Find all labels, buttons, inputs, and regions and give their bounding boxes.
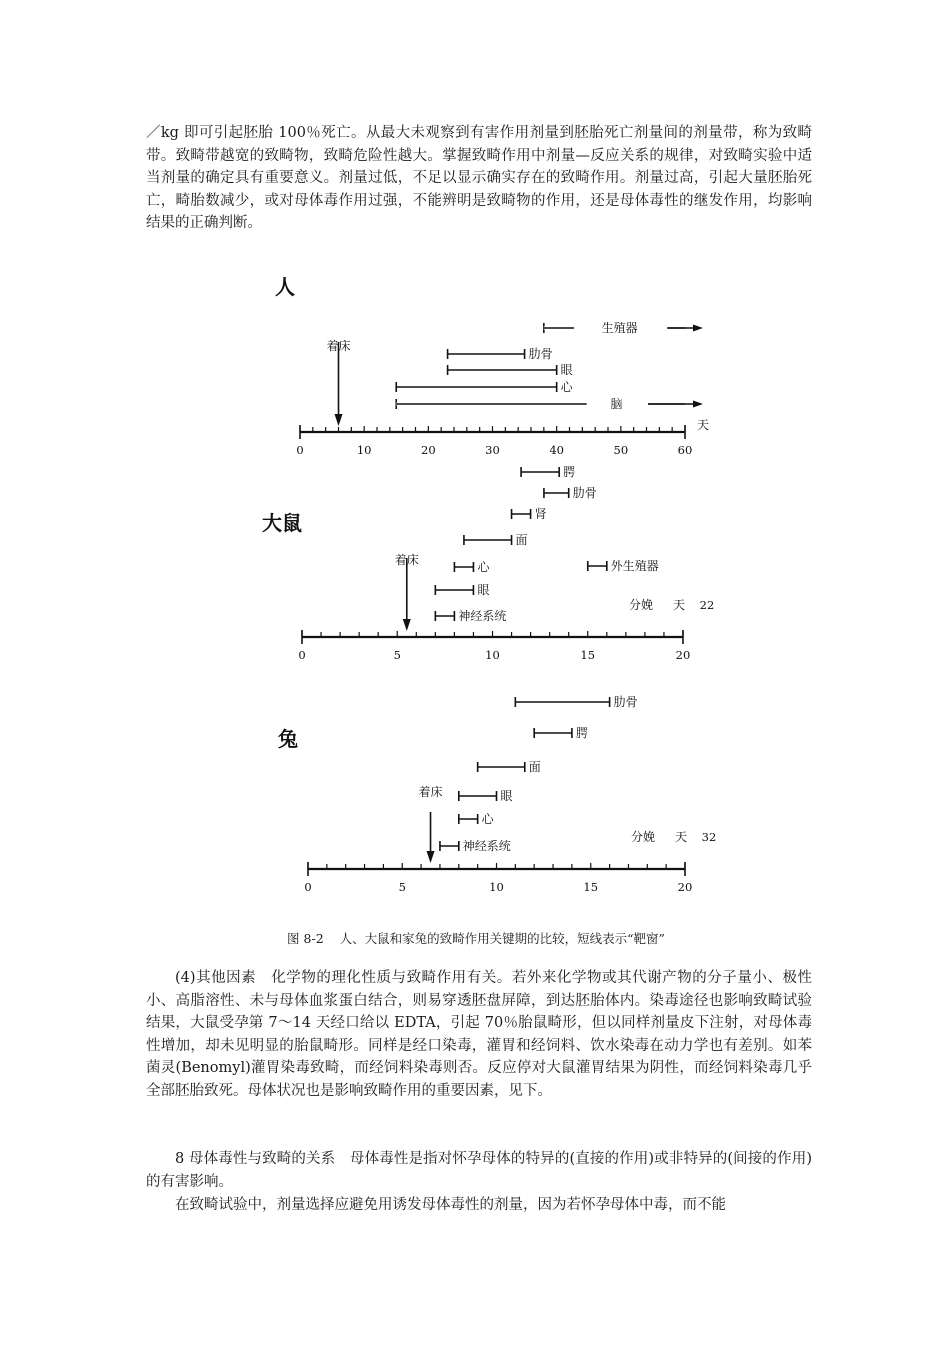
critical-period-figure: [240, 266, 720, 916]
birth-day: 32: [701, 830, 717, 844]
birth-day: 22: [699, 598, 715, 612]
implantation-arrowhead: [403, 619, 411, 631]
tick-label: 20: [677, 880, 693, 894]
implantation-arrowhead: [335, 414, 343, 426]
window-label: 肋骨: [528, 347, 553, 361]
implantation-label: 着床: [326, 339, 351, 353]
birth-label: 分娩: [630, 830, 655, 844]
window-label: 心: [560, 380, 573, 394]
tick-label: 5: [393, 648, 401, 662]
tick-label: 15: [580, 648, 596, 662]
window-label: 神经系统: [458, 609, 507, 623]
caption-number: 图 8-2: [287, 931, 324, 946]
tick-label: 30: [485, 443, 500, 457]
window-label: 外生殖器: [610, 559, 659, 573]
panel-title: 大鼠: [262, 511, 302, 535]
window-label: 肋骨: [613, 695, 638, 709]
tick-label: 40: [549, 443, 564, 457]
axis-unit-label: 天: [674, 830, 688, 844]
window-label: 肾: [534, 507, 547, 521]
rat-panel: [262, 465, 714, 662]
axis-unit-label: 天: [672, 598, 686, 612]
tick-label: 0: [304, 880, 312, 894]
window-arrowhead: [693, 325, 703, 332]
window-label: 心: [477, 560, 490, 574]
tick-label: 0: [296, 443, 304, 457]
implantation-arrowhead: [427, 851, 435, 863]
tick-label: 20: [421, 443, 436, 457]
paragraph-3: 8 母体毒性与致畸的关系 母体毒性是指对怀孕母体的特异的(直接的作用)或非特异的(间接的作用)的有害影响。: [146, 1151, 812, 1190]
window-label: 眼: [560, 363, 573, 377]
tick-label: 5: [398, 880, 406, 894]
paragraph-2: (4)其他因素 化学物的理化性质与致畸作用有关。若外来化学物或其代谢产物的分子量小、极性小、高脂溶性、未与母体血浆蛋白结合，则易穿透胚盘屏障，到达胚胎体内。染毒途径也影响致畸试验结果，大鼠受孕第 7～14 天经口给以 EDTA，引起 70％胎鼠畸形，但以同样剂量皮下注射，对母体毒性增加，却未见明显的胎鼠畸形。同样是经口染毒，灌胃和经饲料、饮水染毒在动力学也有差别。如苯菌灵(Benomyl)灌胃染毒致畸，而经饲料染毒则否。反应停对大鼠灌胃结果为阴性，而经饲料染毒几乎全部胚胎致死。母体状况也是影响致畸作用的重要因素，见下。: [146, 970, 812, 1099]
window-label: 面: [515, 533, 528, 547]
rabbit-panel: [278, 694, 716, 894]
tick-label: 10: [485, 648, 500, 662]
figure-caption: [0, 929, 952, 947]
tick-label: 0: [298, 648, 306, 662]
axis-unit-label: 天: [697, 418, 710, 432]
window-label: 肋骨: [572, 486, 597, 500]
paragraph-1: ／kg 即可引起胚胎 100％死亡。从最大未观察到有害作用剂量到胚胎死亡剂量间的剂量带，称为致畸带。致畸带越宽的致畸物，致畸危险性越大。掌握致畸作用中剂量—反应关系的规律，对致畸实验中适当剂量的确定具有重要意义。剂量过低，不足以显示确实存在的致畸作用。剂量过高，引起大量胚胎死亡，畸胎数减少，或对母体毒作用过强，不能辨明是致畸物的作用，还是母体毒性的继发作用，均影响结果的正确判断。: [146, 125, 812, 232]
tick-label: 20: [675, 648, 691, 662]
birth-label: 分娩: [628, 598, 653, 612]
window-label: 眼: [477, 583, 490, 597]
window-label: 眼: [500, 789, 513, 803]
paragraph-4: 在致畸试验中，剂量选择应避免用诱发母体毒性的剂量，因为若怀孕母体中毒，而不能: [175, 1197, 726, 1213]
window-label: 心: [481, 812, 494, 826]
implantation-label: 着床: [418, 785, 443, 799]
tick-label: 60: [677, 443, 693, 457]
window-label: 腭: [563, 465, 576, 479]
tick-label: 15: [583, 880, 599, 894]
implantation-label: 着床: [394, 553, 419, 567]
panel-title: 兔: [278, 727, 298, 751]
window-label: 面: [528, 760, 541, 774]
human-panel: [275, 275, 709, 457]
window-arrowhead: [693, 401, 703, 408]
window-label: 神经系统: [462, 839, 511, 853]
tick-label: 50: [613, 443, 629, 457]
window-label: 脑: [610, 397, 623, 411]
tick-label: 10: [356, 443, 372, 457]
window-label: 生殖器: [601, 321, 638, 335]
tick-label: 10: [489, 880, 504, 894]
panel-title: 人: [275, 275, 295, 299]
caption-text: 人、大鼠和家兔的致畸作用关键期的比较，短线表示“靶窗”: [339, 931, 665, 946]
window-label: 腭: [575, 726, 588, 740]
